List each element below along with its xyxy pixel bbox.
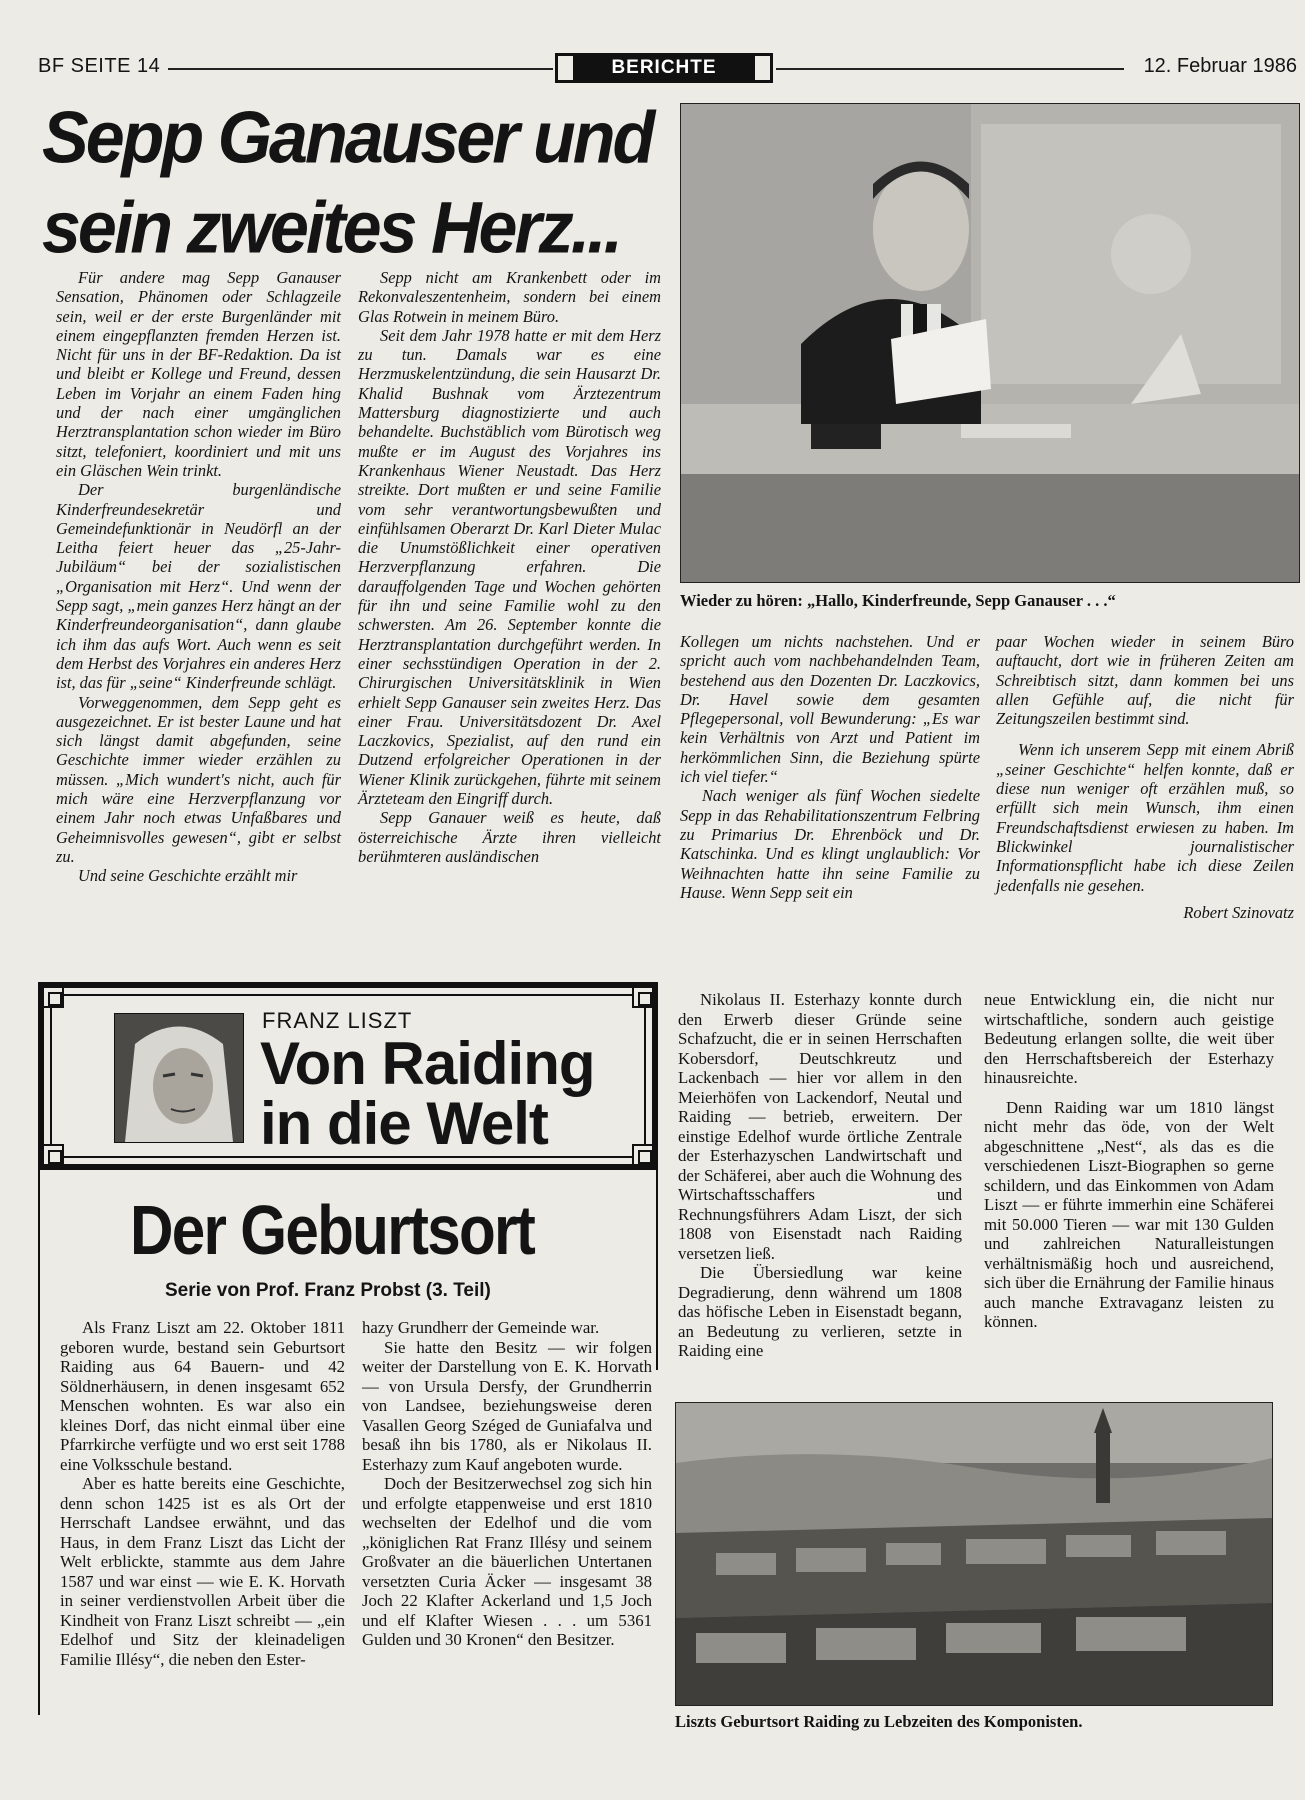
portrait-image — [115, 1014, 243, 1142]
article2-frame-right — [656, 1170, 658, 1370]
article1-column-2 — [358, 268, 661, 866]
paragraph: Denn Raiding war um 1810 längst nicht mehr das öde, von der Welt abgeschnittene „Nest“, als das es die verschiedenen Liszt-Biographen so gerne schildern, und das Einkommen von Adam Liszt — er führte immerhin eine Schäferei mit 50.000 Tieren — war mit 130 Gulden und zahlreichen Naturalleistungen verhältnismäßig hoch und ausreichend, sich über die Ernährung der Familie hinaus auch manche Extravaganz leisten zu können. — [984, 1097, 1274, 1331]
paragraph: Wenn ich unserem Sepp mit einem Abriß „seiner Geschichte“ helfen konnte, daß er diese nun weniger oft erzählen muß, so erfüllt sich mein Wunsch, ihm einen Freundschaftsdienst erwiesen zu haben. Im Blickwinkel journalistischer Informationspflicht habe ich diese Zeilen jedenfalls nie gesehen. — [996, 740, 1294, 895]
corner-ornament — [632, 1144, 654, 1166]
paragraph: Für andere mag Sepp Ganauser Sensation, Phänomen oder Schlagzeile sein, weil er der erste Burgenländer mit einem eingepflanzten fremden Herzen ist. Nicht für uns in der BF-Redaktion. Da ist und bleibt er Kollege und Freund, dessen Leben im Vorjahr an einem Faden hing und der nach einer umgänglichen Herztransplantation schon wieder im Büro sitzt, telefoniert, koordiniert und mit uns ein Gläschen Wein trinkt. — [56, 268, 341, 480]
article2-column-3 — [678, 990, 962, 1361]
paragraph: Nach weniger als fünf Wochen siedelte Sepp in das Rehabilitationszentrum Felbring zu Primarius Dr. Ehrenböck und Dr. Katschinka. Und es klingt unglaublich: Vor Weihnachten hatte ihn seine Familie zu Hause. Wenn Sepp seit ein — [680, 786, 980, 902]
paragraph: Seit dem Jahr 1978 hatte er mit dem Herz zu tun. Damals war es eine Herzmuskelentzündung, die sein Hausarzt Dr. Khalid Bushnak vom Ärztezentrum Mattersburg diagnostizierte und auch behandelte. Buchstäblich vom Bürotisch weg mußte er im August des Vorjahres ins Krankenhaus Wiener Neustadt. Das Herz streikte. Dort mußten er und seine Familie vom sehr verantwortungsbewußten und einfühlsamen Oberarzt Dr. Karl Dieter Mulac die Unumstößlichkeit einer operativen Herzverpflanzung erfahren. Die darauffolgenden Tage und Wochen gehörten für ihn und seine Familie wohl zu den schwersten. Am 26. September konnte die Herztransplantation durchgeführt werden. In einer sechsstündigen Operation in der 2. Chirurgischen Universitätsklinik in Wien erhielt Sepp Ganauser sein zweites Herz. Das einer Frau. Universitätsdozent Dr. Axel Laczkovics, Spezialist, auf den rund ein Dutzend erfolgreicher Operationen in der Wiener Klinik zurückgehen, führte mit seinem Ärzteteam den Eingriff durch. — [358, 325, 661, 809]
paragraph: Sepp Ganauer weiß es heute, daß österreichische Ärzte ihren vielleicht berühmteren ausländischen — [358, 808, 661, 866]
article2-series-line: Serie von Prof. Franz Probst (3. Teil) — [165, 1280, 491, 1301]
series-title-box — [38, 982, 658, 1170]
village-panorama-image — [676, 1403, 1272, 1705]
article2-photo — [675, 1402, 1273, 1706]
paragraph: Der burgenländische Kinderfreundesekretär und Gemeindefunktionär in Neudörfl an der Leitha feiert heuer das „25-Jahr-Jubiläum“ bei der sozialistischen „Organisation mit Herz“. Und wenn der Sepp sagt, „mein ganzes Herz hängt an der Kinderfreundeorganisation“, dann glaube ich ihm das aufs Wort. Auch wenn es seit dem Herbst des Vorjahres ein anderes Herz ist, das für „seine“ Kinderfreunde schlägt. — [56, 480, 342, 693]
article2-headline: Der Geburtsort — [130, 1191, 535, 1269]
paragraph: hazy Grundherr der Gemeinde war. — [362, 1318, 600, 1337]
article1-headline — [42, 92, 662, 273]
corner-ornament — [632, 986, 654, 1008]
series-kicker: FRANZ LISZT — [262, 1008, 413, 1033]
section-label-box — [555, 53, 773, 83]
section-label: BERICHTE — [573, 56, 754, 80]
paragraph: neue Entwicklung ein, die nicht nur wirtschaftliche, sondern auch geistige Bedeutung erlangen sollte, die weit über den Herrschaftsbereich der Esterhazy hinausreichte. — [984, 990, 1274, 1087]
article1-photo — [680, 103, 1300, 583]
paragraph: Die Übersiedlung war keine Degradierung, denn während um 1808 das höfische Leben in Eisenstadt begann, an Bedeutung zu verlieren, setzte in Raiding eine — [678, 1263, 962, 1360]
article1-column-4 — [996, 632, 1294, 922]
liszt-portrait — [114, 1013, 244, 1143]
paragraph: paar Wochen wieder in seinem Büro auftaucht, dort wie in früheren Zeiten am Schreibtisch sitzt, dann kommen bei uns allen Gefühle auf, die nicht für Zeitungszeilen bestimmt sind. — [996, 632, 1294, 729]
corner-ornament — [42, 986, 64, 1008]
paragraph: Aber es hatte bereits eine Geschichte, denn schon 1425 ist es als Ort der Herrschaft Landsee erwähnt, und das Haus, in dem Franz Liszt das Licht der Welt erblickte, stammte aus dem Jahre 1587 und war einst — wie E. K. Horvath in seiner verdienstvollen Arbeit über die Kindheit von Franz Liszt schreibt — „ein Edelhof und Sitz der kleinadeligen Familie Illésy“, die neben den Ester- — [60, 1474, 345, 1669]
article1-author: Robert Szinovatz — [1183, 902, 1294, 922]
series-title-line2: in die Welt — [260, 1090, 548, 1157]
article2-column-4 — [984, 990, 1274, 1332]
series-title — [260, 1030, 595, 1157]
paragraph: Doch der Besitzerwechsel zog sich hin und erfolgte etappenweise und erst 1810 wechselten der Edelhof und die vom „königlichen Rat Franz Illésy und seinem Großvater an die bäuerlichen Untertanen versetzten Curia Äcker — insgesamt 38 Joch 22 Klafter Ackerland und 1,5 Joch und elf Klafter Wiesen . . . um 5361 Gulden und 30 Kronen“ den Besitzer. — [362, 1474, 652, 1649]
paragraph: Nikolaus II. Esterhazy konnte durch den Erwerb dieser Gründe seine Schafzucht, die er in seinen Herrschaften Kobersdorf, Deutschkreutz und Lackenbach — hier vor allem in den Meierhöfen von Lackendorf, Neutal und Raiding — betrieb, erweitern. Der einstige Edelhof wurde örtliche Zentrale der Esterhazyschen Landwirtschaft und der Schäferei, aber auch die Wohnung des Wirtschaftsschaffers und Rechnungsführers Adam Liszt, der sich 1808 von Eisenstadt nach Raiding versetzen ließ. — [678, 990, 962, 1263]
paragraph: Kollegen um nichts nachstehen. Und er spricht auch vom nachbehandelnden Team, bestehend aus den Dozenten Dr. Laczkovics, Dr. Havel sowie dem gesamten Pflegepersonal, voll Bewunderung: „Es war kein Verhältnis von Arzt und Patient im herkömmlichen Sinn, die Beziehung spürte ich viel tiefer.“ — [680, 632, 980, 787]
paragraph: Und seine Geschichte erzählt mir — [78, 866, 298, 886]
paragraph: Sepp nicht am Krankenbett oder im Rekonvaleszentenheim, sondern bei einem Glas Rotwein in meinem Büro. — [358, 268, 661, 326]
article2-column-1 — [60, 1318, 345, 1669]
header-rule-right — [776, 68, 1124, 70]
man-at-desk-photo — [681, 104, 1299, 582]
article1-headline-line2: sein zweites Herz... — [42, 186, 621, 269]
article1-headline-line1: Sepp Ganauser und — [42, 96, 653, 179]
article1-column-1 — [56, 268, 341, 886]
issue-date: 12. Februar 1986 — [1143, 55, 1297, 77]
paragraph: Als Franz Liszt am 22. Oktober 1811 geboren wurde, bestand sein Geburtsort Raiding aus 64 Bauern- und 42 Söldnerhäusern, in denen insgesamt 652 Menschen wohnten. Es war also ein kleines Dorf, das nicht einmal über eine Pfarrkirche verfügte und wo erst seit 1788 eine Volksschule bestand. — [60, 1318, 345, 1474]
article2-frame-left — [38, 1170, 40, 1715]
article2-column-2 — [362, 1318, 652, 1650]
article1-column-3 — [680, 632, 980, 902]
header-rule-left — [168, 68, 553, 70]
article1-photo-caption: Wieder zu hören: „Hallo, Kinderfreunde, Sepp Ganauser . . .“ — [680, 591, 1116, 610]
series-title-line1: Von Raiding — [260, 1030, 595, 1097]
paragraph: Sie hatte den Besitz — wir folgen weiter der Darstellung von E. K. Horvath — von Ursula Dersfy, der Grundherrin von Landsee, beziehungsweise deren Vasallen Georg Széged de Guniafalva und besaß ihn bis 1780, als er Nikolaus II. Esterhazy zum Kauf angeboten wurde. — [362, 1337, 652, 1474]
page-number: BF SEITE 14 — [38, 55, 161, 77]
article2-photo-caption: Liszts Geburtsort Raiding zu Lebzeiten des Komponisten. — [675, 1712, 1083, 1731]
corner-ornament — [42, 1144, 64, 1166]
paragraph: Vorweggenommen, dem Sepp geht es ausgezeichnet. Er ist bester Laune und hat sich längst damit abgefunden, seine Geschichte immer wieder erzählen zu müssen. „Mich wundert's nicht, auch für mich wäre eine Herzverpflanzung vor einem Jahr noch etwas Unfaßbares und Geheimnisvolles gewesen“, gibt er selbst zu. — [56, 692, 341, 866]
